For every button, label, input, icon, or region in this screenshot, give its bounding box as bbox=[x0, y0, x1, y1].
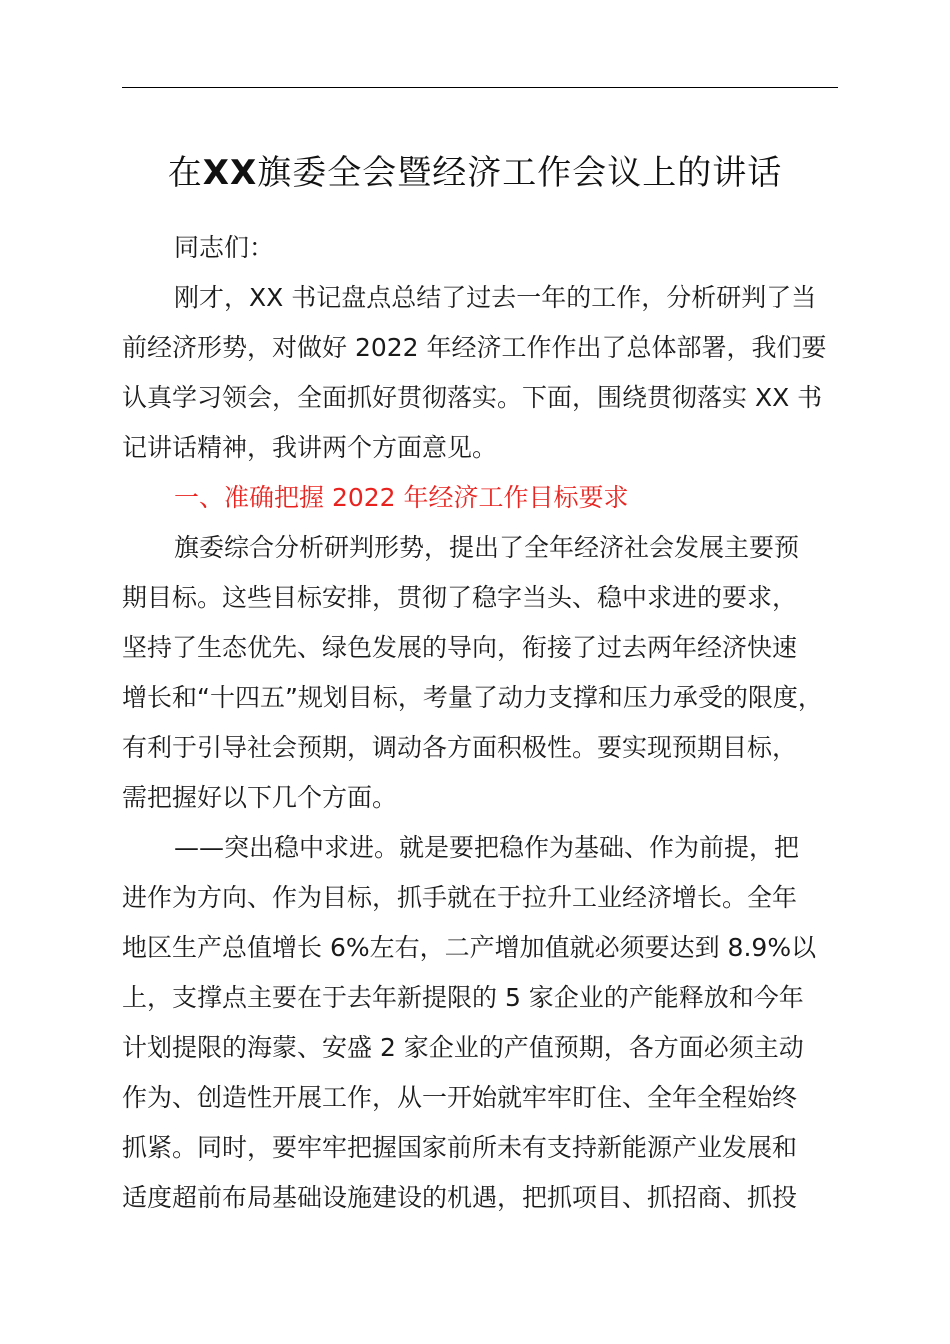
paragraph-2-line-2: 期目标。这些目标安排，贯彻了稳字当头、稳中求进的要求， bbox=[122, 583, 798, 612]
paragraph-1-line-1: 刚才，XX 书记盘点总结了过去一年的工作，分析研判了当 bbox=[174, 283, 817, 312]
title-prefix: 在 bbox=[167, 153, 203, 193]
paragraph-1-line-3: 认真学习领会，全面抓好贯彻落实。下面，围绕贯彻落实 XX 书 bbox=[122, 383, 823, 412]
paragraph-3-line-8: 适度超前布局基础设施建设的机遇，把抓项目、抓招商、抓投 bbox=[122, 1183, 798, 1212]
title-suffix: 旗委全会暨经济工作会议上的讲话 bbox=[257, 153, 783, 193]
paragraph-2-line-4: 增长和“十四五”规划目标，考量了动力支撑和压力承受的限度， bbox=[122, 683, 823, 712]
paragraph-3-line-2: 进作为方向、作为目标，抓手就在于拉升工业经济增长。全年 bbox=[122, 883, 798, 912]
paragraph-3-line-4: 上，支撑点主要在于去年新提限的 5 家企业的产能释放和今年 bbox=[122, 983, 804, 1012]
paragraph-2-line-6: 需把握好以下几个方面。 bbox=[122, 783, 398, 812]
paragraph-1-line-4: 记讲话精神，我讲两个方面意见。 bbox=[122, 433, 498, 462]
paragraph-3-line-3: 地区生产总值增长 6%左右，二产增加值就必须要达到 8.9%以 bbox=[122, 933, 817, 962]
paragraph-3-line-7: 抓紧。同时，要牢牢把握国家前所未有支持新能源产业发展和 bbox=[122, 1133, 798, 1162]
paragraph-2-line-1: 旗委综合分析研判形势，提出了全年经济社会发展主要预 bbox=[174, 533, 800, 562]
salutation: 同志们： bbox=[174, 233, 275, 262]
paragraph-3-line-6: 作为、创造性开展工作，从一开始就牢牢盯住、全年全程始终 bbox=[122, 1083, 798, 1112]
paragraph-3-line-5: 计划提限的海蒙、安盛 2 家企业的产值预期，各方面必须主动 bbox=[122, 1033, 804, 1062]
header-rule bbox=[122, 87, 838, 88]
paragraph-2-line-3: 坚持了生态优先、绿色发展的导向，衔接了过去两年经济快速 bbox=[122, 633, 798, 662]
section-1-heading: 一、准确把握 2022 年经济工作目标要求 bbox=[174, 483, 629, 512]
paragraph-2-line-5: 有利于引导社会预期，调动各方面积极性。要实现预期目标， bbox=[122, 733, 798, 762]
paragraph-3-line-1: ——突出稳中求进。就是要把稳作为基础、作为前提，把 bbox=[174, 833, 800, 862]
title-emphasis: XX bbox=[202, 153, 258, 193]
paragraph-1-line-2: 前经济形势，对做好 2022 年经济工作作出了总体部署，我们要 bbox=[122, 333, 827, 362]
document-title bbox=[0, 148, 950, 198]
